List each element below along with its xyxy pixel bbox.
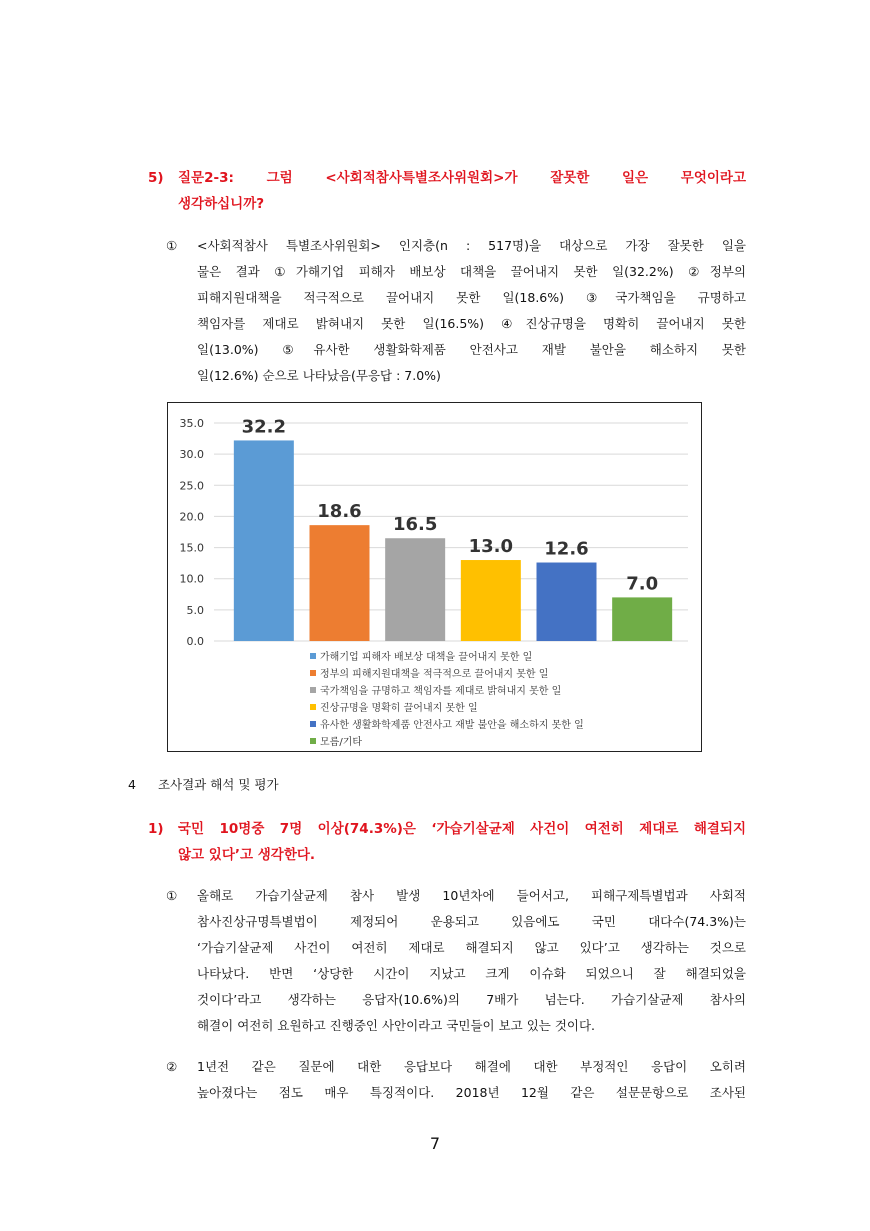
paragraph-line: ‘가습기살균제 사건이 여전히 제대로 해결되지 않고 있다’고 생각하는 것으로 (197, 940, 746, 955)
item-marker: ② (166, 1059, 178, 1074)
legend-label: 가해기업 피해자 배보상 대책을 끌어내지 못한 일 (320, 652, 533, 663)
data-label: 32.2 (241, 416, 287, 438)
paragraph-line: 높아졌다는 점도 매우 특징적이다. 2018년 12월 같은 설문문항으로 조사된 (197, 1085, 746, 1100)
paragraph-line: 나타났다. 반면 ‘상당한 시간이 지났고 크게 이슈화 되었으니 잘 해결되었을 (197, 966, 746, 981)
bar (537, 563, 597, 641)
legend-swatch (310, 653, 316, 659)
subsection-number: 1) (148, 821, 164, 837)
section-title: 조사결과 해석 및 평가 (157, 777, 279, 792)
paragraph-line: 해결이 여전히 요원하고 진행중인 사안이라고 국민들이 보고 있는 것이다. (197, 1018, 596, 1033)
bar (310, 525, 370, 641)
page-number: 7 (429, 1134, 441, 1153)
y-tick-label: 10.0 (179, 572, 204, 586)
y-tick-label: 15.0 (179, 541, 204, 555)
item-marker: ① (166, 238, 178, 253)
paragraph-line: 참사진상규명특별법이 제정되어 운용되고 있음에도 국민 대다수(74.3%)는 (197, 914, 746, 929)
question-text-line-1: 질문2-3: 그럼 <사회적참사특별조사위원회>가 잘못한 일은 무엇이라고 (178, 170, 746, 186)
paragraph-line: 것이다’라고 생각하는 응답자(10.6%)의 7배가 넘는다. 가습기살균제 참사의 (197, 992, 746, 1007)
legend-label: 모름/기타 (320, 737, 363, 748)
paragraph-line: 일(12.6%) 순으로 나타났음(무응답 : 7.0%) (197, 368, 441, 383)
paragraph-line: <사회적참사 특별조사위원회> 인지층(n : 517명)을 대상으로 가장 잘못한 일을 (197, 238, 746, 253)
bar (612, 597, 672, 641)
legend-label: 진상규명을 명확히 끌어내지 못한 일 (320, 703, 478, 714)
bar (234, 440, 294, 641)
y-tick-label: 20.0 (179, 510, 204, 524)
y-tick-label: 30.0 (179, 448, 204, 462)
y-tick-label: 0.0 (186, 635, 204, 648)
legend-swatch (310, 738, 316, 744)
legend-swatch (310, 670, 316, 676)
question-text-line-2: 생각하십니까? (178, 196, 265, 212)
legend-swatch (310, 687, 316, 693)
data-label: 12.6 (544, 538, 589, 560)
subsection-text-line-2: 않고 있다’고 생각한다. (178, 847, 316, 863)
data-label: 18.6 (317, 501, 362, 523)
paragraph-line: 올해로 가습기살균제 참사 발생 10년차에 들어서고, 피해구제특별법과 사회적 (197, 888, 746, 903)
data-label: 16.5 (392, 514, 438, 536)
bar-chart-frame (167, 402, 702, 752)
data-label: 13.0 (468, 536, 514, 558)
legend-label: 유사한 생활화학제품 안전사고 재발 불안을 해소하지 못한 일 (320, 720, 584, 731)
y-tick-label: 5.0 (186, 603, 204, 617)
paragraph-line: 피해지원대책을 적극적으로 끌어내지 못한 일(18.6%) ③국가책임을 규명하고 (197, 290, 746, 305)
subsection-text-line-1: 국민 10명중 7명 이상(74.3%)은 ‘가습기살균제 사건이 여전히 제대로 해결되지 (178, 821, 746, 837)
paragraph-line: 물은 결과 ①가해기업 피해자 배보상 대책을 끌어내지 못한 일(32.2%) ②정부의 (197, 264, 746, 279)
bar-chart (168, 403, 701, 751)
y-tick-label: 25.0 (179, 479, 204, 493)
bar (385, 538, 445, 641)
item-marker: ① (166, 888, 178, 903)
data-label: 7.0 (626, 573, 659, 595)
paragraph-line: 일(13.0%) ⑤유사한 생활화학제품 안전사고 재발 불안을 해소하지 못한 (197, 342, 746, 357)
y-tick-label: 35.0 (179, 417, 204, 430)
paragraph-line: 책임자를 제대로 밝혀내지 못한 일(16.5%) ④진상규명을 명확히 끌어내지 못한 (197, 316, 746, 331)
legend-label: 국가책임을 규명하고 책임자를 제대로 밝혀내지 못한 일 (320, 686, 562, 697)
section-4-heading (128, 774, 279, 796)
question-number: 5) (148, 170, 164, 186)
bar (461, 560, 521, 641)
legend-label: 정부의 피해지원대책을 적극적으로 끌어내지 못한 일 (320, 669, 549, 680)
legend-swatch (310, 721, 316, 727)
paragraph-line: 1년전 같은 질문에 대한 응답보다 해결에 대한 부정적인 응답이 오히려 (197, 1059, 746, 1074)
legend-swatch (310, 704, 316, 710)
section-number: 4 (128, 777, 136, 792)
